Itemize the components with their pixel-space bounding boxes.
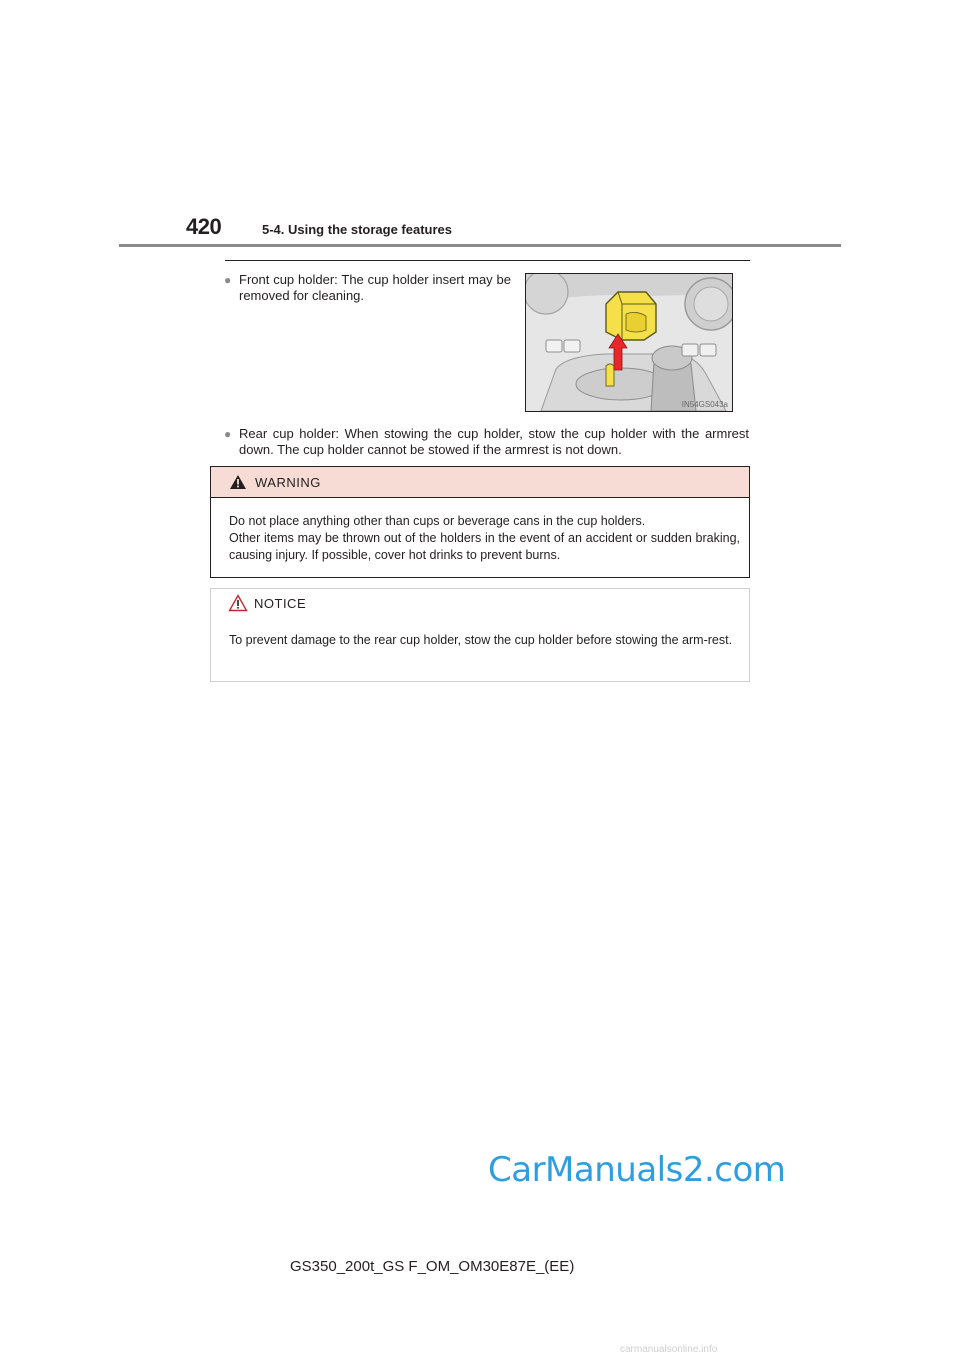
bullet-front-cup-holder (224, 272, 511, 304)
cup-holder-drawing (526, 274, 732, 411)
watermark-logo: CarManuals2.com (488, 1150, 786, 1190)
warning-label: WARNING (255, 475, 321, 490)
content-rule (225, 260, 750, 261)
notice-box (210, 588, 750, 682)
bullet-dot-icon: ● (224, 427, 232, 441)
notice-text: To prevent damage to the rear cup holder, stow the cup holder before stowing the arm-rest. (229, 633, 733, 647)
bullet-rear-cup-holder (224, 426, 749, 458)
bullet-text: Rear cup holder: When stowing the cup holder, stow the cup holder with the armrest down. The cup holder cannot be stowed if the armrest is not down. (239, 426, 749, 457)
site-watermark: carmanualsonline.info (620, 1344, 718, 1355)
warning-line-1: Do not place anything other than cups or beverage cans in the cup holders. (229, 514, 646, 528)
warning-triangle-icon (229, 474, 247, 490)
warning-line-2: Other items may be thrown out of the holders in the event of an accident or sudden braking, causing injury. If possible, cover hot drinks to prevent burns. (229, 531, 740, 562)
page-number: 420 (186, 214, 222, 239)
bullet-dot-icon: ● (224, 273, 232, 287)
warning-text (229, 513, 740, 564)
header-rule (119, 244, 841, 247)
cup-holder-illustration (525, 273, 733, 412)
warning-box (210, 466, 750, 578)
bullet-text: Front cup holder: The cup holder insert may be removed for cleaning. (239, 272, 511, 303)
notice-header (211, 589, 749, 619)
figure-code: IN54GS043a (681, 400, 728, 409)
caution-triangle-icon (228, 594, 248, 612)
warning-header (211, 467, 749, 498)
footer-doc-id: GS350_200t_GS F_OM_OM30E87E_(EE) (290, 1258, 575, 1275)
section-title: 5-4. Using the storage features (262, 222, 452, 237)
notice-label: NOTICE (254, 596, 307, 611)
